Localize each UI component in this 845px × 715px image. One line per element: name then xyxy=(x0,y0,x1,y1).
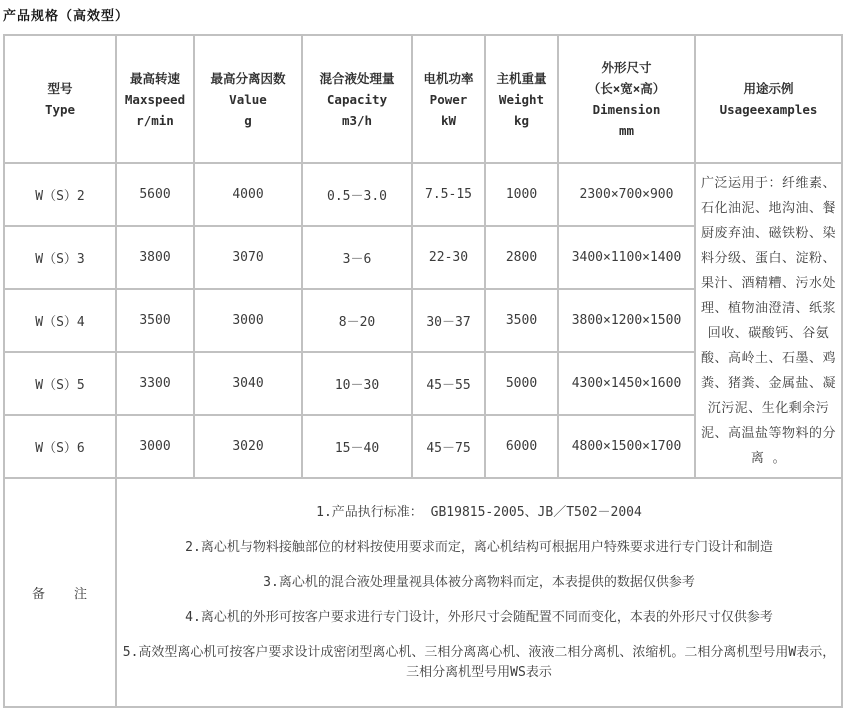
header-line: 外形尺寸 xyxy=(601,60,652,75)
cell-separation-factor: 3040 xyxy=(194,352,302,415)
cell-weight: 5000 xyxy=(485,352,558,415)
remarks-row xyxy=(4,478,842,707)
header-dimension xyxy=(558,35,695,163)
header-usage xyxy=(695,35,842,163)
cell-separation-factor: 4000 xyxy=(194,163,302,226)
header-line: m3/h xyxy=(341,112,373,128)
header-weight xyxy=(485,35,558,163)
header-line: r/min xyxy=(136,112,174,128)
cell-weight: 1000 xyxy=(485,163,558,226)
cell-power: 22-30 xyxy=(412,226,485,289)
header-line: mm xyxy=(618,123,635,138)
cell-capacity: 15－40 xyxy=(302,415,412,478)
cell-max-speed: 3000 xyxy=(116,415,194,478)
header-max-speed xyxy=(116,35,194,163)
remark-item: 4.离心机的外形可按客户要求进行专门设计，外形尺寸会随配置不同而变化，本表的外形尺寸仅供参考 xyxy=(185,609,773,625)
header-line: Type xyxy=(44,102,76,117)
header-line: Maxspeed xyxy=(124,91,186,107)
usage-examples-cell: 广泛运用于：纤维素、石化油泥、地沟油、餐厨废弃油、磁铁粉、染料分级、蛋白、淀粉、果汁、酒精糟、污水处理、植物油澄清、纸浆回收、碳酸钙、谷氨酸、高岭土、石墨、鸡粪、猪粪、金属盐、凝沉污泥、生化剩余污泥、高温盐等物料的分离 。 xyxy=(695,163,842,478)
cell-weight: 2800 xyxy=(485,226,558,289)
header-separation-factor xyxy=(194,35,302,163)
header-line: 型号 xyxy=(47,81,73,96)
cell-power: 30－37 xyxy=(412,289,485,352)
header-line: Value xyxy=(229,91,267,107)
cell-separation-factor: 3070 xyxy=(194,226,302,289)
remark-item: 1.产品执行标准： GB19815-2005、JB／T502－2004 xyxy=(316,504,642,520)
cell-weight: 3500 xyxy=(485,289,558,352)
header-line: Usageexamples xyxy=(719,102,818,117)
cell-max-speed: 5600 xyxy=(116,163,194,226)
header-line: 主机重量 xyxy=(496,70,547,86)
header-line: 混合液处理量 xyxy=(319,70,395,86)
header-line: Weight xyxy=(498,91,545,107)
cell-model: W（S）2 xyxy=(4,163,116,226)
header-line: kW xyxy=(440,112,457,128)
cell-power: 7.5-15 xyxy=(412,163,485,226)
cell-model: W（S）5 xyxy=(4,352,116,415)
page-title: 产品规格（高效型） xyxy=(3,9,130,24)
header-line: Dimension xyxy=(592,102,661,117)
remark-item: 5.高效型离心机可按客户要求设计成密闭型离心机、三相分离离心机、液液二相分离机、浓缩机。二相分离机型号用W表示，三相分离机型号用WS表示 xyxy=(122,644,836,680)
header-line: 用途示例 xyxy=(743,81,794,96)
cell-power: 45－55 xyxy=(412,352,485,415)
header-power xyxy=(412,35,485,163)
table-row xyxy=(4,163,842,226)
cell-capacity: 3－6 xyxy=(302,226,412,289)
cell-dimension: 4300×1450×1600 xyxy=(558,352,695,415)
remark-item: 2.离心机与物料接触部位的材料按使用要求而定，离心机结构可根据用户特殊要求进行专门设计和制造 xyxy=(185,539,773,555)
cell-max-speed: 3500 xyxy=(116,289,194,352)
cell-separation-factor: 3000 xyxy=(194,289,302,352)
header-line: g xyxy=(244,112,252,128)
cell-model: W（S）6 xyxy=(4,415,116,478)
cell-dimension: 2300×700×900 xyxy=(558,163,695,226)
remarks-label: 备 注 xyxy=(4,478,116,707)
cell-max-speed: 3300 xyxy=(116,352,194,415)
cell-capacity: 8－20 xyxy=(302,289,412,352)
cell-dimension: 3400×1100×1400 xyxy=(558,226,695,289)
cell-power: 45－75 xyxy=(412,415,485,478)
header-line: 最高分离因数 xyxy=(210,70,286,86)
spec-table xyxy=(3,34,843,708)
header-line: kg xyxy=(513,112,530,128)
remark-item: 3.离心机的混合液处理量视具体被分离物料而定，本表提供的数据仅供参考 xyxy=(263,574,695,590)
cell-capacity: 10－30 xyxy=(302,352,412,415)
cell-capacity: 0.5－3.0 xyxy=(302,163,412,226)
cell-weight: 6000 xyxy=(485,415,558,478)
header-line: Capacity xyxy=(326,91,388,107)
cell-model: W（S）4 xyxy=(4,289,116,352)
header-line: 电机功率 xyxy=(423,70,474,86)
header-line: （长×宽×高） xyxy=(587,81,666,96)
cell-separation-factor: 3020 xyxy=(194,415,302,478)
header-line: Power xyxy=(429,91,468,107)
cell-dimension: 4800×1500×1700 xyxy=(558,415,695,478)
header-line: 最高转速 xyxy=(129,70,180,86)
table-header-row xyxy=(4,35,842,163)
header-model xyxy=(4,35,116,163)
cell-max-speed: 3800 xyxy=(116,226,194,289)
remarks-cell xyxy=(116,478,842,707)
cell-model: W（S）3 xyxy=(4,226,116,289)
header-capacity xyxy=(302,35,412,163)
cell-dimension: 3800×1200×1500 xyxy=(558,289,695,352)
